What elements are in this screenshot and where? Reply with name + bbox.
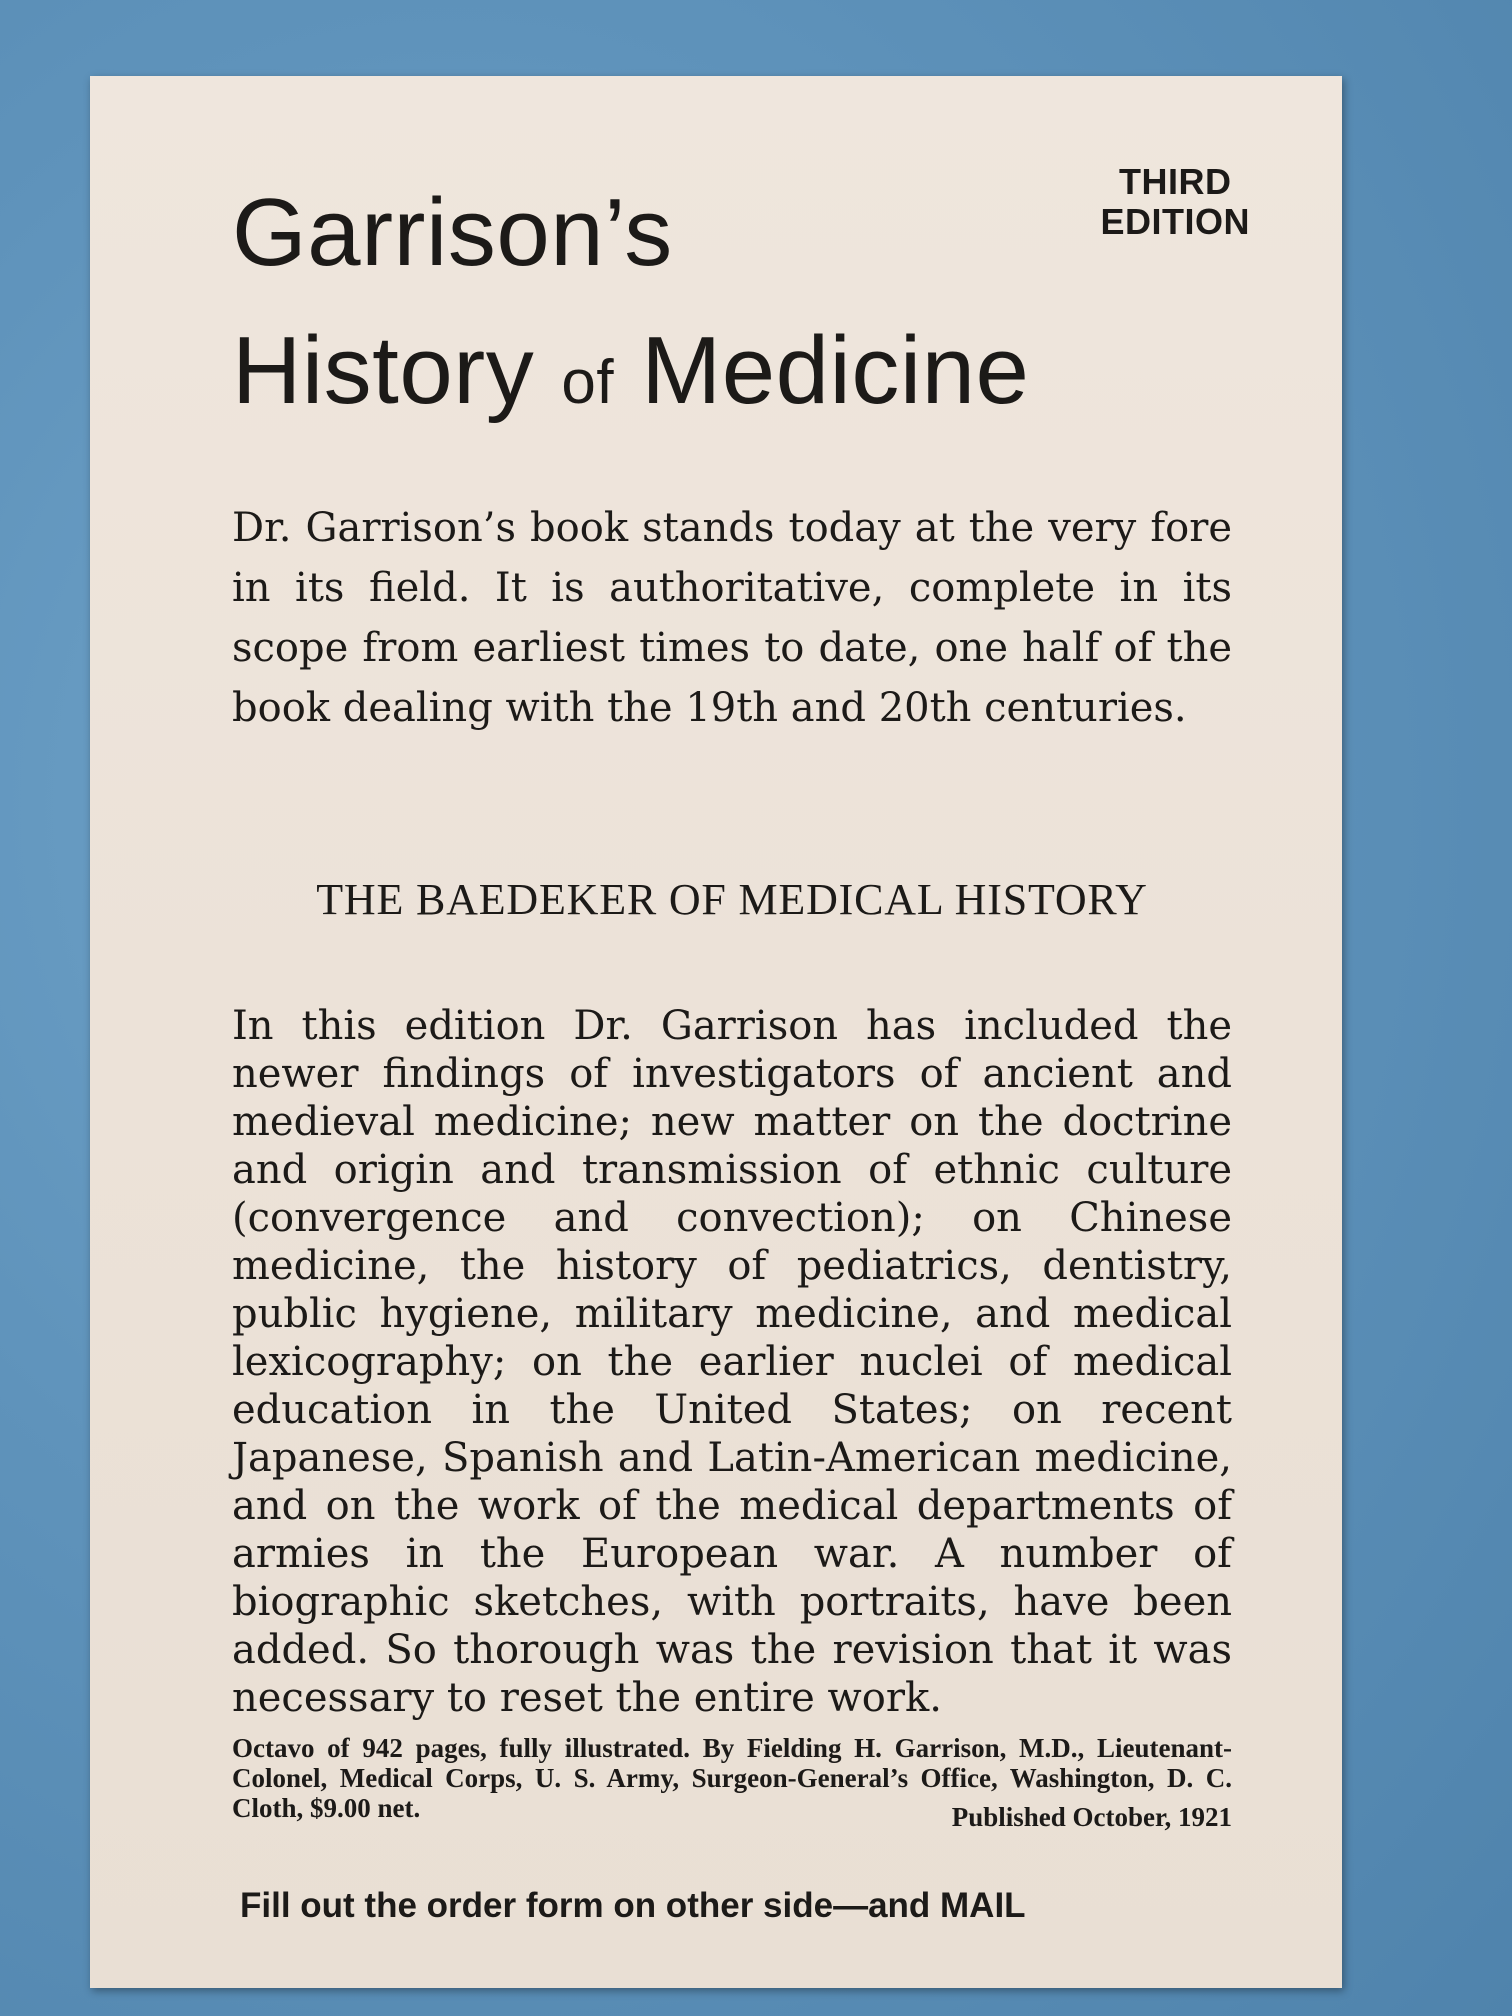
title-line-1: Garrison’s bbox=[232, 179, 673, 286]
edition-line-2: EDITION bbox=[1100, 201, 1250, 242]
title-of: of bbox=[561, 348, 615, 417]
intro-paragraph: Dr. Garrison’s book stands today at the very fore in its field. It is authoritative, complete in its scope from earliest times to date, one half of the book dealing with the 19th and 20th centuries. bbox=[232, 505, 1232, 731]
published-date: Published October, 1921 bbox=[951, 1802, 1232, 1832]
order-call-to-action: Fill out the order form on other side—and MAIL bbox=[240, 1886, 1026, 1925]
advertisement-card bbox=[90, 76, 1342, 1988]
edition-label bbox=[1100, 162, 1250, 242]
edition-line-1: THIRD bbox=[1118, 161, 1232, 202]
publication-info: Octavo of 942 pages, fully illustrated. By Fielding H. Garrison, M.D., Lieutenant-Colonel, Medical Corps, U. S. Army, Surgeon-General’s Office, Washington, D. C. Cloth, $9.00 net. bbox=[232, 1733, 1232, 1823]
section-subheading: THE BAEDEKER OF MEDICAL HISTORY bbox=[316, 875, 1148, 924]
book-title bbox=[232, 164, 1029, 452]
title-medicine: Medicine bbox=[641, 317, 1030, 424]
title-history: History bbox=[232, 317, 535, 424]
body-paragraph: In this edition Dr. Garrison has included the newer findings of investigators of ancient and medieval medicine; new matter on the doctrine and origin and transmission of ethnic culture (convergence and convection); on Chinese medicine, the history of pediatrics, dentistry, public hygiene, military medicine, and medical lexicography; on the earlier nuclei of medical education in the United States; on recent Japanese, Spanish and Latin-American medicine, and on the work of the medical departments of armies in the European war. A number of biographic sketches, with portraits, have been added. So thorough was the revision that it was necessary to reset the entire work. bbox=[232, 1003, 1232, 1721]
